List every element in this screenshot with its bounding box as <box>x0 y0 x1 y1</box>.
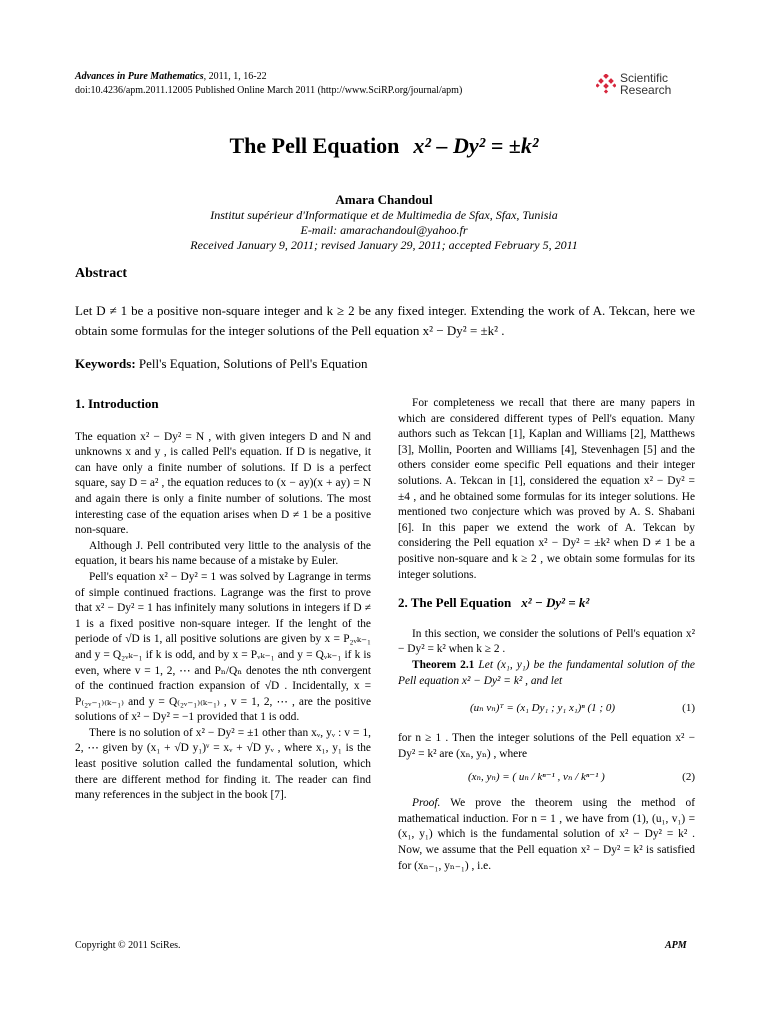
proof-label: Proof. <box>412 797 441 810</box>
equation-1-body <box>470 701 615 717</box>
abstract-text: Let D ≠ 1 be a positive non-square integer and k ≥ 2 be any fixed integer. Extending the work of A. Tekcan, here we obtain some formulas for the integer solutions of the Pell equation x² − Dy² = ±k² . <box>75 303 695 338</box>
equation-1-number: (1) <box>682 702 695 715</box>
author-affiliation-block <box>0 208 768 253</box>
received-dates: Received January 9, 2011; revised January 29, 2011; accepted February 5, 2011 <box>190 238 578 252</box>
theorem-text: Let (x₁, y₁) be the fundamental solution of the Pell equation x² − Dy² = k² , and let <box>398 658 695 687</box>
email[interactable]: E-mail: amarachandoul@yahoo.fr <box>300 223 468 237</box>
left-column <box>75 396 371 804</box>
paper-title <box>0 133 768 159</box>
intro-paragraph-4: There is no solution of x² − Dy² = ±1 other than xᵥ, yᵥ : v = 1, 2, ⋯ given by (x₁ + √D y₁)ᵛ = xᵥ + √D yᵥ , where x₁, y₁ is the least positive solution called the fundamental solution, which there are different method for finding it. The reader can find many references in the subject in the book [7]. <box>75 726 371 802</box>
abstract-heading: Abstract <box>75 266 128 281</box>
keywords-label: Keywords: <box>75 356 136 371</box>
proof-paragraph <box>398 796 695 874</box>
right-column <box>398 396 695 874</box>
copyright: Copyright © 2011 SciRes. <box>75 940 181 951</box>
section-2-heading-text: 2. The Pell Equation <box>398 595 512 611</box>
title-text: The Pell Equation <box>229 133 400 158</box>
intro-paragraph-3: Pell's equation x² − Dy² = 1 was solved by Lagrange in terms of simple continued fractions. Lagrange was the first to prove that x² − Dy² = 1 has infinitely many solutions in integers if D ≠ 1 is a fixed positive non-square integer. If the lenght of the periode of √D is 1, all positive solutions are given by x = P₂ᵥₖ₋₁ and y = Q₂ᵥₖ₋₁ if k is odd, and by x = Pᵥₖ₋₁ and y = Qᵥₖ₋₁ if k is even, where v = 1, 2, ⋯ and Pₙ/Qₙ denotes the nth convergent of the continued fraction expansion of √D . Incidentally, x = P₍₂ᵥ₋₁₎₍ₖ₋₁₎ and y = Q₍₂ᵥ₋₁₎₍ₖ₋₁₎ , v = 1, 2, ⋯ , are the positive solutions of x² − Dy² = −1 provided that 1 is odd. <box>75 570 371 724</box>
keywords <box>75 356 368 372</box>
publisher-logo <box>596 72 706 100</box>
section-2-paragraph-2: for n ≥ 1 . Then the integer solutions of the Pell equation x² − Dy² = k² are (xₙ, yₙ) , where <box>398 732 695 760</box>
doi-line[interactable]: doi:10.4236/apm.2011.12005 Published Online March 2011 (http://www.SciRP.org/journal/apm) <box>75 85 463 96</box>
intro-paragraph-1: The equation x² − Dy² = N , with given integers D and N and unknowns x and y , is called Pell's equation. If D is negative, it can have only a finite number of solutions. If D is a perfect square, say D = a² , the equation reduces to (x − ay)(x + ay) = N and again there is only a finite number of solutions. The most interesting case of the equation arises when D ≠ 1 be a positive non-square. <box>75 430 371 537</box>
section-2-heading-equation: x² − Dy² = k² <box>521 595 590 611</box>
section-1-heading: 1. Introduction <box>75 396 159 411</box>
equation-2 <box>398 762 695 796</box>
scirp-logo-icon <box>596 74 616 94</box>
journal-name: Advances in Pure Mathematics <box>75 71 204 82</box>
author-name: Amara Chandoul <box>335 192 433 207</box>
keywords-text: Pell's Equation, Solutions of Pell's Equation <box>135 356 368 371</box>
journal-abbreviation: APM <box>665 940 687 951</box>
equation-2-body: (xₙ, yₙ) = ( uₙ / kⁿ⁻¹ , vₙ / kⁿ⁻¹ ) <box>468 771 605 784</box>
theorem-label: Theorem 2.1 <box>412 658 475 671</box>
volume-info: , 2011, 1, 16-22 <box>203 71 267 82</box>
title-equation: x² – Dy² = ±k² <box>413 133 539 158</box>
equation-1-rhs: = (x₁ Dy₁ ; y₁ x₁)ⁿ (1 ; 0) <box>506 702 616 715</box>
proof-text: We prove the theorem using the method of mathematical induction. For n = 1 , we have from (1), (u₁, v₁) = (x₁, y₁) which is the fundamental solution of x² − Dy² = k² . Now, we assume that the Pell equation x² − Dy² = k² is satisfied for (xₙ₋₁, yₙ₋₁) , i.e. <box>398 797 695 872</box>
completeness-paragraph: For completeness we recall that there are many papers in which are considered different types of Pell's equation. Many authors such as Tekcan [1], Kaplan and Williams [2], Matthews [3], Mollin, Poorten and Williams [4], Stevenhagen [5] and the others consider eome specific Pell equations and their integer solutions. A. Tekcan in [1], considered the equation x² − Dy² = ±4 , and he obtained some formulas for its integer solutions. He mentioned two conjecture which was proved by A. S. Shabani [6]. In this paper we extend the work of A. Tekcan by considering the Pell equation x² − Dy² = ±k² when D ≠ 1 be a positive non-square and k ≥ 2 , we obtain some formulas for its integer solutions. <box>398 397 695 581</box>
equation-1 <box>398 689 695 731</box>
theorem-2-1 <box>398 658 695 689</box>
journal-header <box>75 70 462 98</box>
equation-2-number: (2) <box>682 771 695 784</box>
publisher-name-line1: Scientific <box>620 71 669 85</box>
intro-paragraph-2: Although J. Pell contributed very little to the analysis of the equation, it bears his name because of a mistake by Euler. <box>75 539 371 568</box>
affiliation: Institut supérieur d'Informatique et de Multimedia de Sfax, Sfax, Tunisia <box>210 208 558 222</box>
section-2-paragraph-1: In this section, we consider the solutions of Pell's equation x² − Dy² = k² when k ≥ 2 . <box>398 627 695 656</box>
equation-1-lhs: (uₙ vₙ)ᵀ <box>470 702 504 715</box>
publisher-name-line2: Research <box>620 83 672 97</box>
section-2-heading <box>398 595 695 611</box>
